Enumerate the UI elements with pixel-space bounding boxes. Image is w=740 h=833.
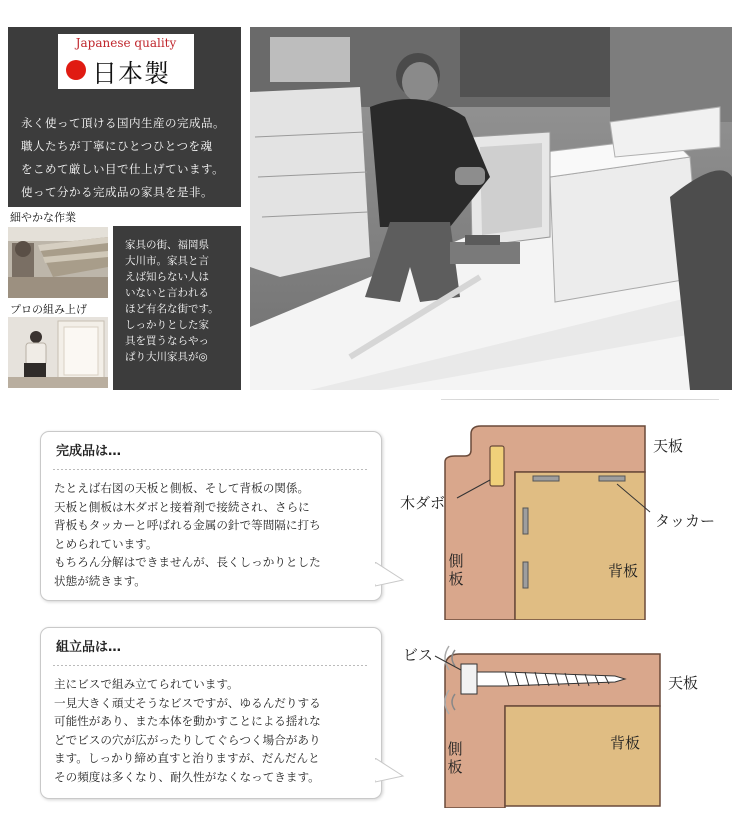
assembly-product-title: 組立品は… — [56, 640, 122, 655]
assembly-line: ます。しっかり締め直すと治りますが、だんだんと — [54, 751, 320, 765]
finished-line: 背板もタッカーと呼ばれる金属の針で等間隔に打ち — [54, 518, 321, 532]
finished-line: もちろん分解はできませんが、長くしっかりとした — [54, 555, 321, 569]
photo-caption-detail-work: 細やかな作業 — [10, 211, 76, 224]
diagram2-screw-label: ビス — [403, 646, 434, 664]
intro-panel — [8, 27, 241, 207]
finished-line: 状態が続きます。 — [54, 573, 146, 588]
okawa-info-line: いないと言われる — [125, 287, 209, 299]
assembly-line: 一見大きく頑丈そうなビスですが、ゆるんだりする — [54, 695, 321, 710]
section-divider — [441, 399, 719, 400]
okawa-info-line: ほど有名な街です。 — [125, 303, 219, 315]
assembly-line: その頻度は多くなり、耐久性がなくなってきます。 — [54, 769, 320, 784]
okawa-info-text — [125, 237, 235, 365]
finished-line: 天板と側板は木ダボと接着剤で接続され、さらに — [54, 499, 310, 514]
bubble-divider — [53, 665, 369, 666]
diagram2-top-board-label: 天板 — [668, 674, 699, 692]
okawa-info-line: 家具の街、福岡県 — [125, 239, 209, 251]
okawa-info-line: えば知らない人は — [125, 271, 209, 283]
assembly-photo — [8, 317, 108, 388]
intro-line: 職人たちが丁寧にひとつひとつを魂 — [21, 139, 213, 153]
assembly-product-text — [54, 675, 373, 786]
assembly-line: 主にビスで組み立てられています。 — [54, 677, 239, 691]
intro-line: をこめて厳しい目で仕上げています。 — [21, 162, 225, 176]
diagram2-back-board-label: 背板 — [610, 734, 641, 752]
intro-line: 永く使って頂ける国内生産の完成品。 — [21, 116, 225, 130]
diagram1-back-board-label: 背板 — [608, 562, 639, 580]
finished-product-bubble — [40, 431, 382, 601]
assembly-line: どでビスの穴が広がったりしてぐらつく場合があり — [54, 732, 321, 747]
finished-product-title: 完成品は… — [56, 444, 122, 459]
photo-caption-pro-assembly: プロの組み上げ — [10, 303, 87, 316]
intro-line: 使って分かる完成品の家具を是非。 — [21, 185, 213, 199]
workshop-photo — [250, 27, 732, 390]
intro-text — [21, 112, 241, 204]
japan-flag-icon — [66, 60, 86, 80]
finished-joint-diagram — [385, 410, 730, 620]
finished-product-text — [54, 479, 373, 590]
diagram1-top-board-label: 天板 — [653, 437, 684, 455]
bubble-divider — [53, 469, 369, 470]
finished-line: たとえば右図の天板と側板、そして背板の関係。 — [54, 481, 310, 495]
diagram1-tacker-label: タッカー — [655, 512, 716, 530]
okawa-info-line: 大川市。家具と言 — [125, 255, 209, 267]
finished-line: とめられています。 — [54, 536, 158, 551]
assembly-line: 可能性があり、また本体を動かすことによる揺れな — [54, 714, 321, 728]
okawa-info-box — [113, 226, 241, 390]
okawa-info-line: 具を買うならやっ — [125, 335, 209, 347]
made-in-japan-label: 日本製 — [92, 59, 171, 88]
diagram1-dowel-label: 木ダボ — [400, 494, 446, 512]
japan-quality-badge — [58, 34, 194, 89]
okawa-info-line: ぱり大川家具が◎ — [125, 351, 208, 363]
diagram2-side-board-label: 側板 — [447, 740, 463, 776]
diagram1-side-board-label: 側板 — [448, 552, 464, 588]
okawa-info-line: しっかりとした家 — [125, 319, 209, 331]
assembly-joint-diagram — [385, 628, 730, 808]
assembly-product-bubble — [40, 627, 382, 799]
badge-quality-text: Japanese quality — [75, 36, 177, 50]
craft-detail-photo — [8, 227, 108, 298]
